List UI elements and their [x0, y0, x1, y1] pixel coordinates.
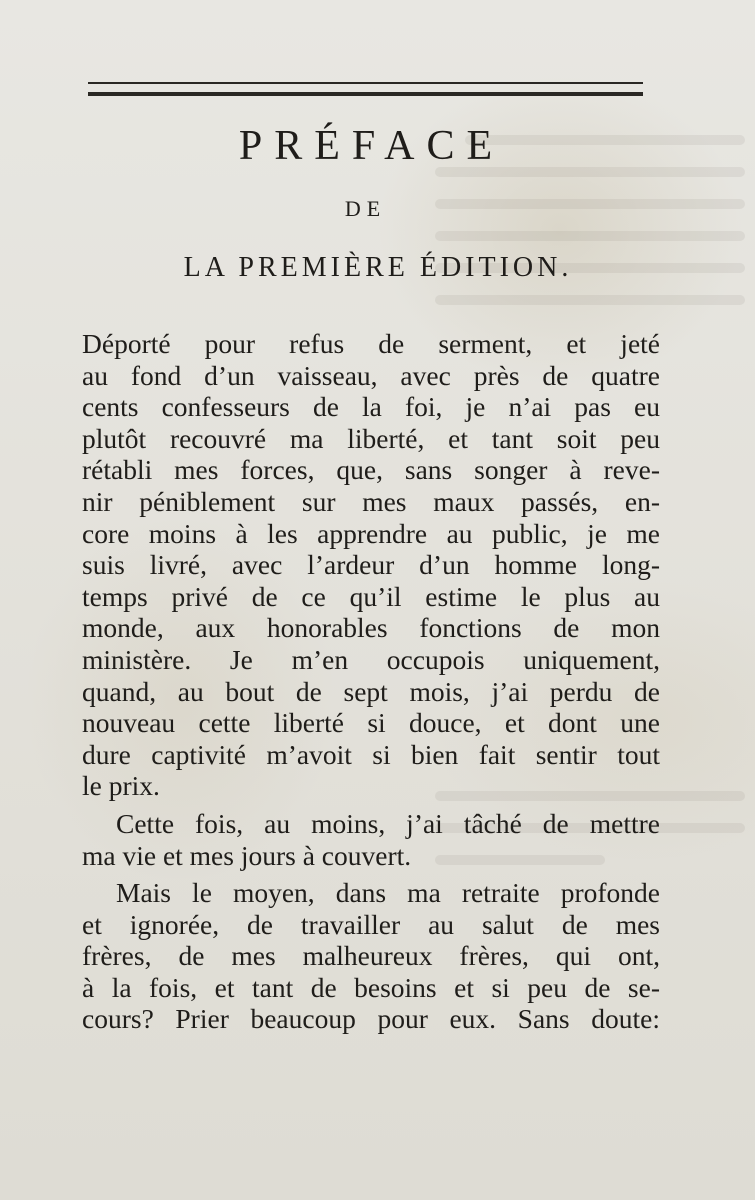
text-line: Mais le moyen, dans ma retraite profonde — [116, 877, 660, 909]
text-line: au fond d’un vaisseau, avec près de quatre — [82, 359, 660, 391]
text-line: cours? Prier beaucoup pour eux. Sans doute: — [82, 1003, 660, 1035]
text-line: Cette fois, au moins, j’ai tâché de mettre — [116, 807, 660, 839]
subtitle-edition: LA PREMIÈRE ÉDITION. — [183, 252, 573, 283]
text-line: plutôt recouvré ma liberté, et tant soit peu — [82, 422, 660, 454]
text-line: core moins à les apprendre au public, je me — [82, 517, 660, 549]
top-rule-thick — [88, 92, 643, 96]
text-line: et ignorée, de travailler au salut de mes — [82, 908, 660, 940]
text-line: rétabli mes forces, que, sans songer à reve- — [82, 454, 660, 486]
text-line: frères, de mes malheureux frères, qui ont, — [82, 940, 660, 972]
text-line: monde, aux honorables fonctions de mon — [82, 612, 660, 644]
text-line: cents confesseurs de la foi, je n’ai pas eu — [82, 391, 660, 423]
text-line: dure captivité m’avoit si bien fait sentir tout — [82, 738, 660, 770]
text-line: ma vie et mes jours à couvert. — [82, 839, 412, 871]
top-rule-thin — [88, 82, 643, 84]
text-line: Déporté pour refus de serment, et jeté — [82, 328, 660, 359]
text-line: nir péniblement sur mes maux passés, en- — [82, 485, 660, 517]
text-line: nouveau cette liberté si douce, et dont une — [82, 707, 660, 739]
page-title: PRÉFACE — [238, 123, 505, 169]
subtitle-de: DE — [344, 196, 387, 221]
text-line: le prix. — [82, 770, 160, 802]
text-line: temps privé de ce qu’il estime le plus au — [82, 580, 660, 612]
body-text — [82, 328, 660, 1035]
text-line: ministère. Je m’en occupois uniquement, — [82, 643, 660, 675]
text-line: quand, au bout de sept mois, j’ai perdu de — [82, 675, 660, 707]
text-line: suis livré, avec l’ardeur d’un homme long- — [82, 549, 660, 581]
text-line: à la fois, et tant de besoins et si peu de se- — [82, 971, 660, 1003]
